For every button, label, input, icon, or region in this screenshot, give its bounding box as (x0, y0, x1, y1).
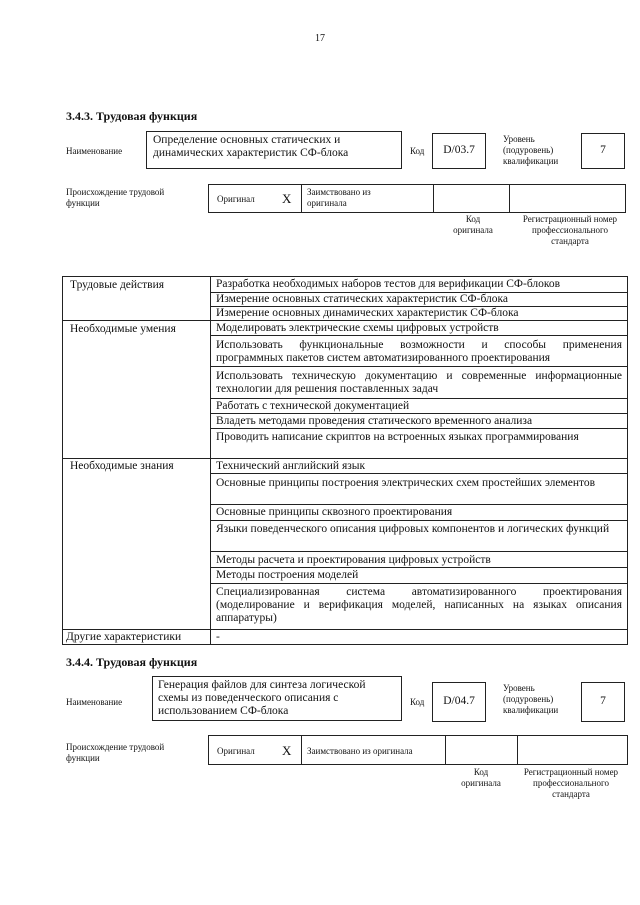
original-mark: X (282, 191, 292, 206)
knowledge-item: Основные принципы построения электрических схем простейших элементов (216, 477, 596, 489)
reg-number-caption: Регистрационный номер профессионального стандарта (523, 767, 619, 799)
page-number: 17 (315, 33, 325, 44)
name-value-box (152, 676, 402, 721)
origin-label: Происхождение трудовой функции (66, 742, 165, 763)
level-value: 7 (600, 144, 606, 156)
code-value-box (432, 682, 486, 722)
labor-action-item: Измерение основных статических характеристик СФ-блока (216, 293, 509, 305)
name-value: Генерация файлов для синтеза логической схемы из поведенческого описания с использованием СФ-блока (158, 679, 366, 717)
skill-item: Работать с технической документацией (216, 400, 410, 412)
code-original-caption: Код оригинала (453, 214, 493, 235)
name-value: Определение основных статических и динамических характеристик СФ-блока (153, 134, 349, 159)
code-value-box (432, 133, 486, 169)
origin-table (208, 184, 626, 213)
original-label: Оригинал (217, 746, 255, 756)
origin-label: Происхождение трудовой функции (66, 187, 165, 208)
code-label: Код (410, 146, 425, 156)
other-value: - (216, 631, 220, 643)
skill-item: Моделировать электрические схемы цифровых устройств (216, 322, 499, 334)
knowledge-item: Языки поведенческого описания цифровых компонентов и логических функций (216, 523, 610, 535)
code-value: D/03.7 (443, 144, 475, 156)
code-original-caption: Код оригинала (461, 767, 501, 788)
section-heading: 3.4.4. Трудовая функция (66, 655, 198, 669)
skill-item: Проводить написание скриптов на встроенных языках программирования (216, 431, 579, 443)
original-mark: X (282, 743, 292, 758)
section-heading: 3.4.3. Трудовая функция (66, 109, 198, 123)
skill-item: Использовать техническую документацию и современные информационные технологии для решения поставленных задач (216, 370, 622, 395)
level-label: Уровень (подуровень) квалификации (503, 683, 559, 715)
borrowed-label: Заимствовано из оригинала (307, 187, 371, 208)
knowledge-item: Методы построения моделей (216, 569, 359, 581)
knowledge-item: Технический английский язык (216, 460, 366, 472)
borrowed-label: Заимствовано из оригинала (307, 746, 413, 756)
labor-action-item: Измерение основных динамических характеристик СФ-блока (216, 307, 519, 319)
name-value-box (146, 131, 402, 169)
level-value-box (581, 133, 625, 169)
other-label: Другие характеристики (66, 631, 182, 643)
skills-label: Необходимые умения (70, 323, 176, 335)
knowledge-label: Необходимые знания (70, 460, 174, 472)
labor-actions-label: Трудовые действия (70, 279, 165, 291)
knowledge-item: Специализированная система автоматизированного проектирования (моделирование и верификация моделей, написанных на языках описания аппаратуры) (216, 586, 622, 624)
skill-item: Владеть методами проведения статического временного анализа (216, 415, 533, 427)
code-label: Код (410, 697, 425, 707)
level-label: Уровень (подуровень) квалификации (503, 134, 559, 166)
code-value: D/04.7 (443, 695, 475, 707)
original-label: Оригинал (217, 194, 255, 204)
name-label: Наименование (66, 146, 123, 156)
knowledge-item: Методы расчета и проектирования цифровых устройств (216, 554, 491, 566)
labor-action-item: Разработка необходимых наборов тестов для верификации СФ-блоков (216, 278, 561, 290)
origin-table (208, 735, 628, 765)
level-value-box (581, 682, 625, 722)
skill-item: Использовать функциональные возможности и способы применения программных пакетов систем автоматизированного проектирования (216, 339, 622, 364)
knowledge-item: Основные принципы сквозного проектирования (216, 506, 453, 518)
level-value: 7 (600, 695, 606, 707)
name-label: Наименование (66, 697, 123, 707)
reg-number-caption: Регистрационный номер профессионального стандарта (522, 214, 618, 246)
